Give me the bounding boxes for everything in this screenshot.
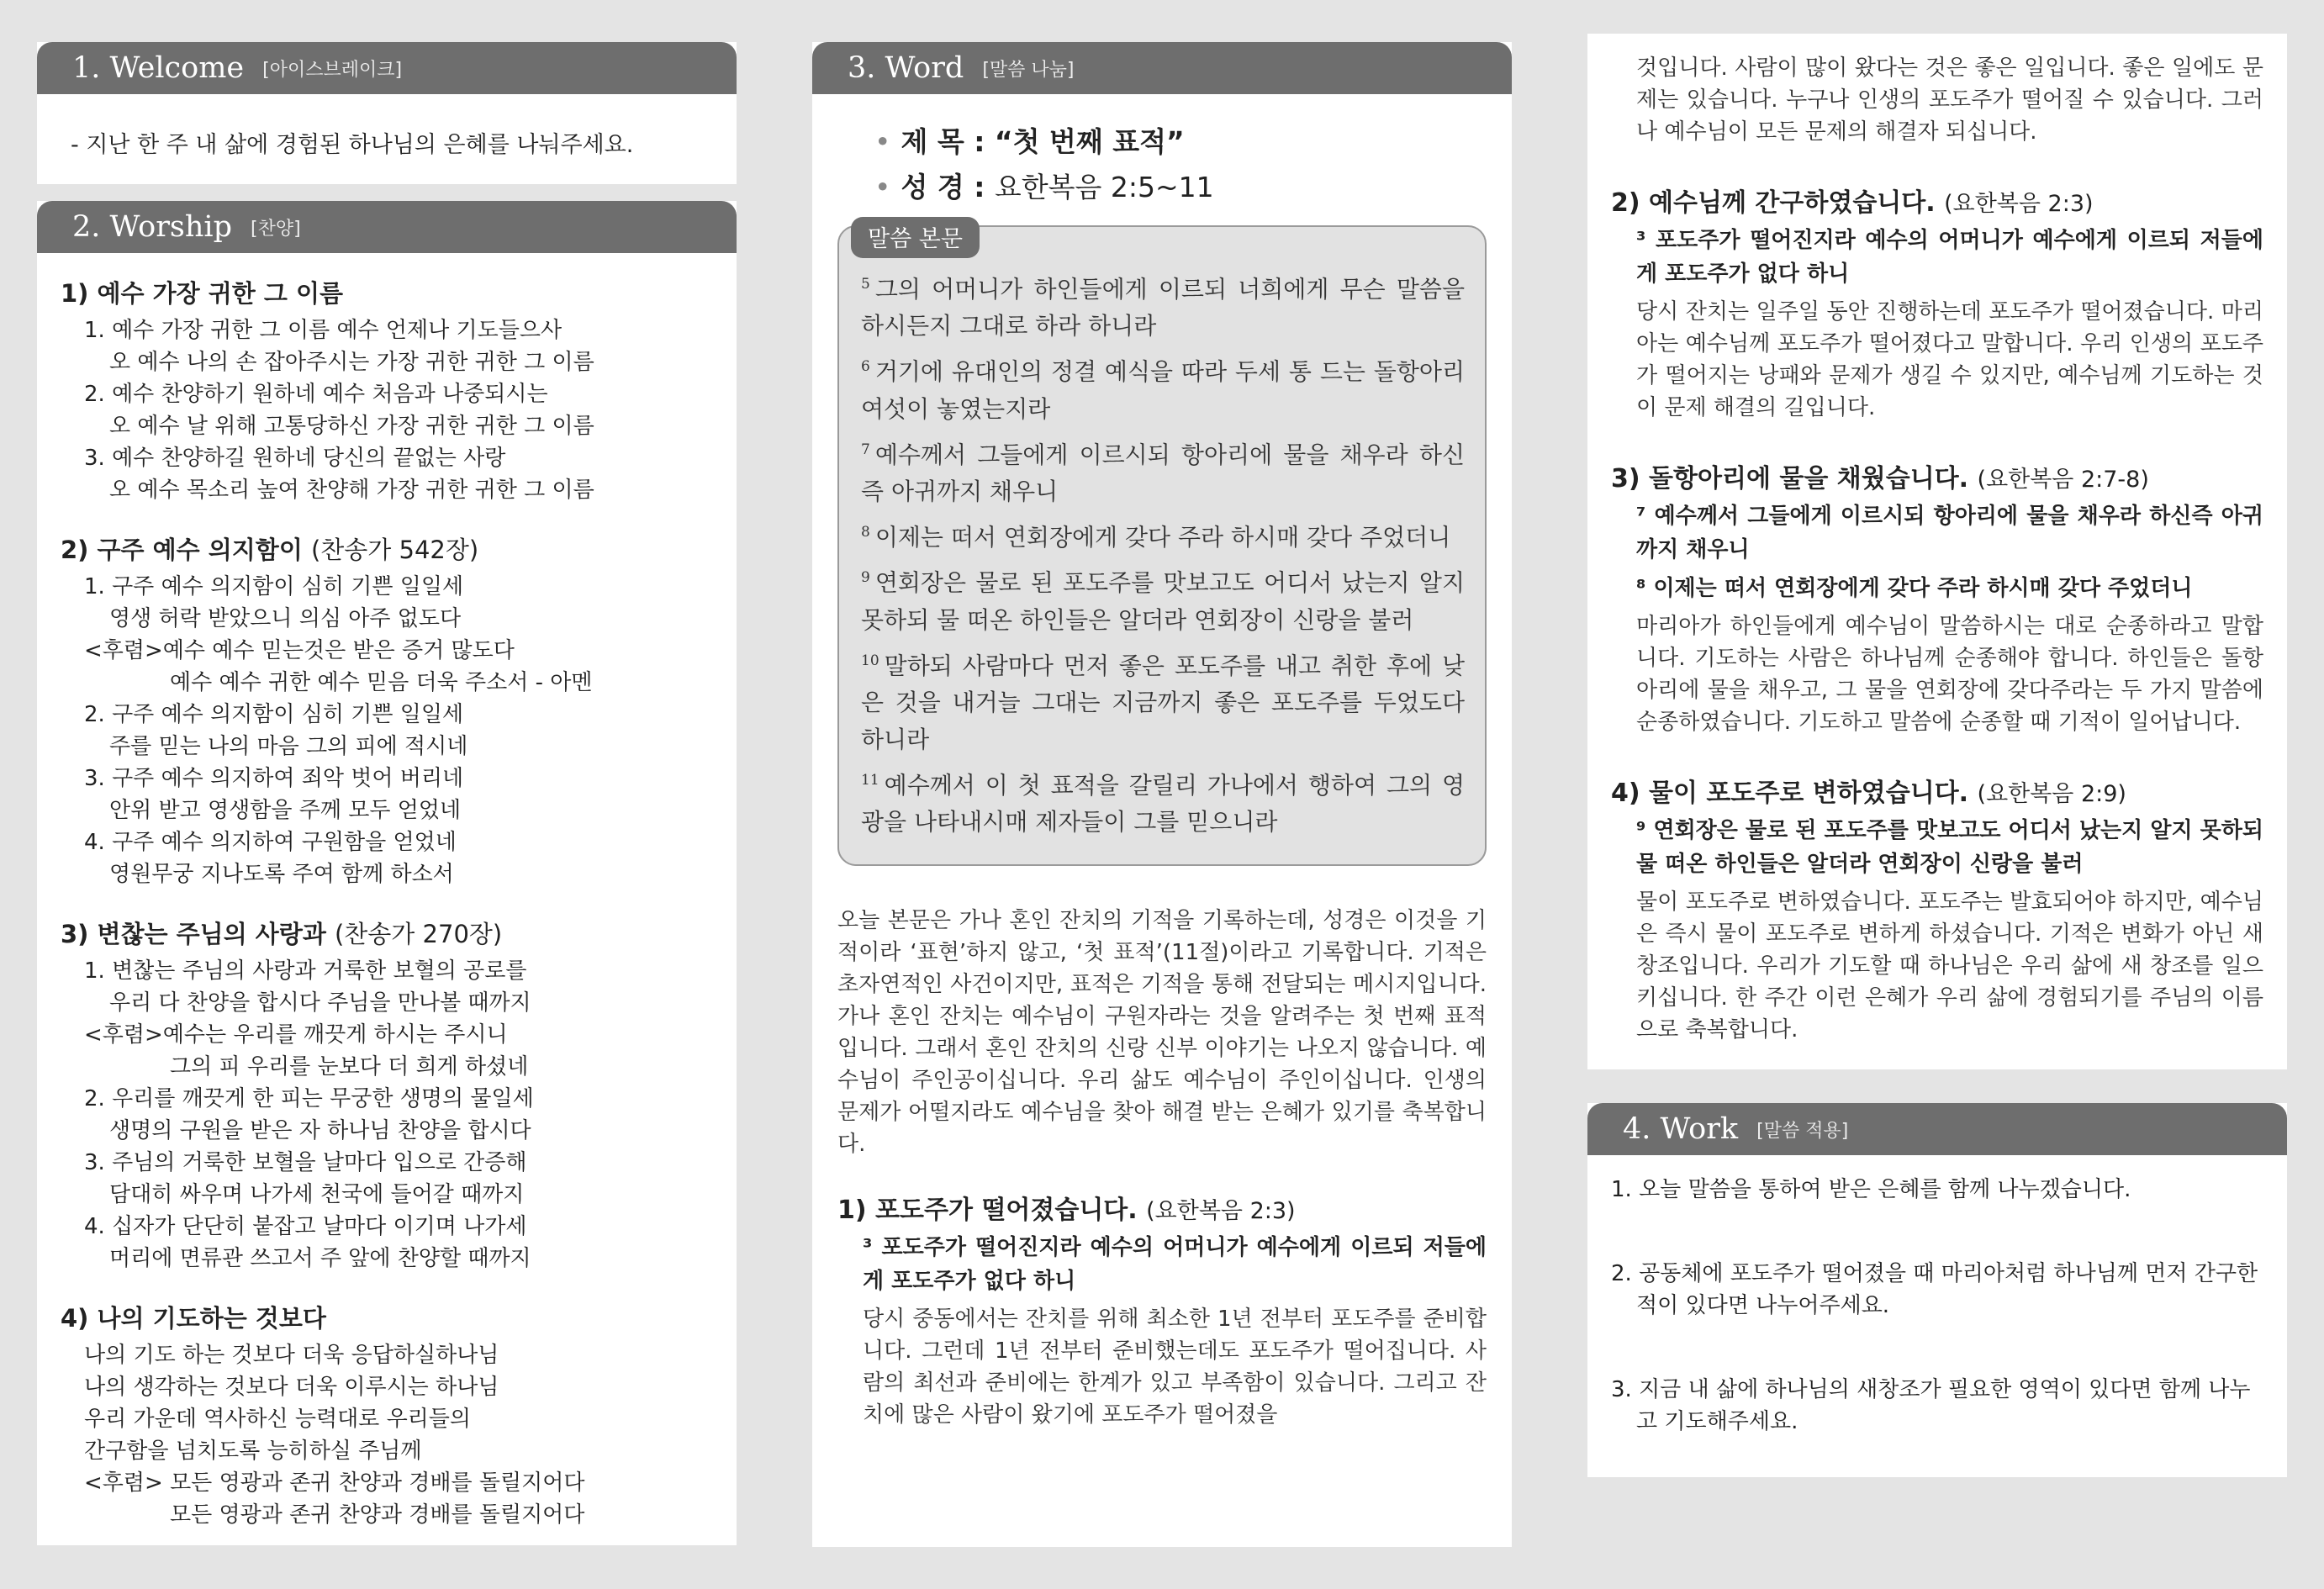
- lyric-line: 우리 가운데 역사하신 능력대로 우리들의: [84, 1407, 472, 1432]
- lyric-line: 생명의 구원을 받은 자 하나님 찬양을 합시다: [109, 1118, 531, 1143]
- lyric-line: 3. 예수 찬양하길 원하네 당신의 끝없는 사랑: [84, 446, 506, 471]
- song-block: [61, 531, 713, 890]
- point-quote: ⁷ 예수께서 그들에게 이르시되 항아리에 물을 채우라 하신즉 아귀까지 채우니: [1636, 504, 2263, 562]
- point-title: [1611, 182, 2263, 219]
- bullet-icon: •: [874, 125, 891, 158]
- point-ref: (요한복음 2:3): [1944, 191, 2094, 217]
- verse-number: 10: [861, 652, 879, 669]
- lyric-line: 3. 주님의 거룩한 보혈을 날마다 입으로 간증해: [84, 1150, 527, 1175]
- point-text: 당시 중동에서는 잔치를 위해 최소한 1년 전부터 포도주를 준비합니다. 그런데 1년 전부터 준비했는데도 포도주가 떨어집니다. 사람의 최선과 준비에는 한계가 있고 부족함이 있습니다. 그리고 잔치에 많은 사람이 왔기에 포도주가 떨어졌을: [863, 1307, 1487, 1428]
- lyric-line: 1. 예수 가장 귀한 그 이름 예수 언제나 기도들으사: [84, 318, 563, 343]
- lyric-line: <후렴>예수 예수 믿는것은 받은 증거 많도다: [84, 638, 515, 663]
- work-item: 1. 오늘 말씀을 통하여 받은 은혜를 함께 나누겠습니다.: [1611, 1177, 2131, 1202]
- work-list: [1587, 1155, 2287, 1513]
- verse-text: 이제는 떠서 연회장에게 갖다 주라 하시매 갖다 주었더니: [874, 523, 1451, 552]
- bullet-icon: •: [874, 171, 891, 203]
- column-middle: [812, 42, 1512, 1547]
- song-name: 3) 변찮는 주님의 사랑과: [61, 920, 326, 948]
- verse-text: 예수께서 이 첫 표적을 갈릴리 가나에서 행하여 그의 영광을 나타내시매 제자들이 그를 믿으니라: [861, 771, 1465, 837]
- lyric-line: 나의 생각하는 것보다 더욱 이루시는 하나님: [84, 1375, 499, 1400]
- work-header: [1587, 1103, 2287, 1155]
- verse-text: 말하되 사람마다 먼저 좋은 포도주를 내고 취한 후에 낮은 것을 내거늘 그대는 지금까지 좋은 포도주를 두었도다 하니라: [861, 651, 1465, 753]
- song-title: [61, 531, 713, 566]
- worship-card: [37, 201, 737, 1545]
- lyric-line: 예수 예수 귀한 예수 믿음 더욱 주소서 - 아멘: [170, 670, 593, 695]
- scripture-verse: [861, 266, 1465, 345]
- scripture-verse: [861, 642, 1465, 758]
- point-ref: (요한복음 2:9): [1977, 781, 2126, 807]
- scripture-section: [837, 225, 1487, 866]
- point-quote: ³ 포도주가 떨어진지라 예수의 어머니가 예수에게 이르되 저들에게 포도주가 없다 하니: [863, 1235, 1487, 1295]
- work-item: 3. 지금 내 삶에 하나님의 새창조가 필요한 영역이 있다면 함께 나누고 기도해주세요.: [1611, 1377, 2251, 1434]
- song-block: [61, 1300, 713, 1531]
- scripture-tab: 말씀 본문: [851, 217, 980, 258]
- song-name: 1) 예수 가장 귀한 그 이름: [61, 279, 344, 308]
- point-title: 1) 포도주가 떨어졌습니다. (요한복음 2:3): [837, 1196, 1296, 1226]
- song-block: [61, 916, 713, 1275]
- welcome-title: 1. Welcome: [72, 51, 245, 85]
- lyric-line: <후렴>예수는 우리를 깨끗게 하시는 주시니: [84, 1022, 508, 1048]
- lyric-line: 영생 허락 받았으니 의심 아주 없도다: [109, 606, 462, 631]
- lyric-line: 4. 구주 예수 의지하여 구원함을 얻었네: [84, 830, 457, 855]
- lyric-line: 4. 십자가 단단히 붙잡고 날마다 이기며 나가세: [84, 1214, 527, 1239]
- lyric-line: 오 예수 나의 손 잡아주시는 가장 귀한 귀한 그 이름: [109, 350, 594, 375]
- lyric-line: 2. 예수 찬양하기 원하네 예수 처음과 나중되시는: [84, 382, 548, 407]
- point-quote: ³ 포도주가 떨어진지라 예수의 어머니가 예수에게 이르되 저들에게 포도주가 없다 하니: [1636, 228, 2263, 287]
- scripture-box: [837, 225, 1487, 866]
- lyric-line: 간구함을 넘치도록 능히하실 주님께: [84, 1439, 422, 1464]
- lyric-line: 우리 다 찬양을 합시다 주님을 만나볼 때까지: [109, 990, 531, 1016]
- verse-number: 8: [861, 523, 870, 541]
- verse-text: 연회장은 물로 된 포도주를 맛보고도 어디서 났는지 알지 못하되 물 떠온 하인들은 알더라 연회장이 신랑을 불러: [861, 568, 1465, 634]
- lyric-line: 담대히 싸우며 나가세 천국에 들어갈 때까지: [109, 1182, 525, 1207]
- song-title: [61, 1300, 713, 1334]
- welcome-header: [37, 42, 737, 94]
- scripture-verse: [861, 348, 1465, 427]
- lyric-line: 오 예수 목소리 높여 찬양해 가장 귀한 귀한 그 이름: [109, 478, 594, 503]
- sermon-subject: • 제 목 : “첫 번째 표적”: [874, 125, 1185, 158]
- verse-number: 6: [861, 358, 870, 376]
- lyric-line: 나의 기도 하는 것보다 더욱 응답하실하나님: [84, 1343, 499, 1368]
- lyric-line: 2. 우리를 깨끗게 한 피는 무궁한 생명의 물일세: [84, 1086, 534, 1111]
- worship-title: 2. Worship: [72, 210, 233, 244]
- work-tag: [말씀 적용]: [1756, 1120, 1849, 1142]
- verse-text: 예수께서 그들에게 이르시되 항아리에 물을 채우라 하신즉 아귀까지 채우니: [861, 440, 1465, 505]
- lyric-line: 그의 피 우리를 눈보다 더 희게 하셨네: [170, 1054, 529, 1080]
- sermon-intro: 오늘 본문은 가나 혼인 잔치의 기적을 기록하는데, 성경은 이것을 기적이라 ‘표현’하지 않고, ‘첫 표적’(11절)이라고 기록합니다. 기적은 초자연적인 사건이지만, 표적은 기적을 통해 전달되는 메시지입니다. 가나 혼인 잔치는 예수님이 구원자라는 것을 알려주는 첫 번째 표적입니다. 그래서 혼인 잔치의 신랑 신부 이야기는 나오지 않습니다. 예수님이 주인공이십니다. 우리 삶도 예수님이 주인이십니다. 인생의 문제가 어떨지라도 예수님을 찾아 해결 받는 은혜가 있기를 축복합니다.: [837, 908, 1487, 1158]
- scripture-verse: [861, 762, 1465, 841]
- word-title: 3. Word: [848, 51, 964, 85]
- worship-header: [37, 201, 737, 253]
- point-title-text: 4) 물이 포도주로 변하였습니다.: [1611, 779, 1969, 808]
- lyric-line: 모든 영광과 존귀 찬양과 경배를 돌릴지어다: [170, 1502, 585, 1528]
- verse-number: 9: [861, 569, 870, 587]
- scripture-verse: [861, 514, 1465, 556]
- song-title: [61, 275, 713, 309]
- song-block: [61, 275, 713, 506]
- point-text: 당시 잔치는 일주일 동안 진행하는데 포도주가 떨어졌습니다. 마리아는 예수님께 포도주가 떨어졌다고 말합니다. 우리 인생의 포도주가 떨어지는 낭패와 문제가 생길 수 있지만, 예수님께 기도하는 것이 문제 해결의 길입니다.: [1636, 299, 2263, 420]
- work-item: 2. 공동체에 포도주가 떨어졌을 때 마리아처럼 하나님께 먼저 간구한 적이 있다면 나누어주세요.: [1611, 1261, 2258, 1318]
- word-header: [812, 42, 1512, 94]
- point-quote: ⁹ 연회장은 물로 된 포도주를 맛보고도 어디서 났는지 알지 못하되 물 떠온 하인들은 알더라 연회장이 신랑을 불러: [1636, 818, 2263, 877]
- song-name: 2) 구주 예수 의지함이: [61, 536, 303, 564]
- lyric-line: 머리에 면류관 쓰고서 주 앞에 찬양할 때까지: [109, 1246, 531, 1271]
- lyric-line: 안위 받고 영생함을 주께 모두 얻었네: [109, 798, 462, 823]
- point-quote: ⁸ 이제는 떠서 연회장에게 갖다 주라 하시매 갖다 주었더니: [1636, 576, 2193, 601]
- lyric-line: <후렴> 모든 영광과 존귀 찬양과 경배를 돌릴지어다: [84, 1470, 585, 1496]
- sermon-body: [812, 866, 1512, 1431]
- sermon-points: [1611, 182, 2263, 1046]
- verse-text: 그의 어머니가 하인들에게 이르되 너희에게 무슨 말씀을 하시든지 그대로 하라 하니라: [861, 275, 1465, 340]
- song-hymn-ref: (찬송가 542장): [310, 536, 479, 564]
- point-continued-text: 것입니다. 사람이 많이 왔다는 것은 좋은 일입니다. 좋은 일에도 문제는 있습니다. 누구나 인생의 포도주가 떨어질 수 있습니다. 그러나 예수님이 모든 문제의 해결자 되십니다.: [1636, 55, 2263, 145]
- lyric-line: 주를 믿는 나의 마음 그의 피에 적시네: [109, 734, 468, 759]
- column-right: [1587, 34, 2287, 1494]
- song-hymn-ref: (찬송가 270장): [334, 920, 503, 948]
- work-card: [1587, 1103, 2287, 1477]
- sermon-passage: • 성 경 : 요한복음 2:5~11: [874, 171, 1214, 203]
- verse-text: 거기에 유대인의 정결 예식을 따라 두세 통 드는 돌항아리 여섯이 놓였는지라: [861, 357, 1465, 423]
- scripture-verse: [861, 559, 1465, 638]
- point-text: 물이 포도주로 변하였습니다. 포도주는 발효되어야 하지만, 예수님은 즉시 물이 포도주로 변하게 하셨습니다. 기적은 변화가 아닌 새 창조입니다. 우리가 기도할 때 하나님은 우리 삶에 새 창조를 일으키십니다. 한 주간 이런 은혜가 우리 삶에 경험되기를 주님의 이름으로 축복합니다.: [1636, 890, 2263, 1043]
- lyric-line: 영원무궁 지나도록 주여 함께 하소서: [109, 862, 454, 887]
- lyric-line: 1. 구주 예수 의지함이 심히 기쁜 일일세: [84, 574, 464, 599]
- point-ref: (요한복음 2:7-8): [1977, 467, 2149, 493]
- point-title: [1611, 772, 2263, 809]
- column-left: [37, 42, 737, 1562]
- work-title: 4. Work: [1623, 1112, 1739, 1146]
- verse-number: 11: [861, 771, 879, 789]
- word-tag: [말씀 나눔]: [982, 59, 1075, 81]
- lyric-line: 1. 변찮는 주님의 사랑과 거룩한 보혈의 공로를: [84, 958, 527, 984]
- point-title-text: 2) 예수님께 간구하였습니다.: [1611, 188, 1936, 218]
- point-title: [1611, 457, 2263, 494]
- song-list: [37, 253, 737, 1580]
- word-continued-card: [1587, 34, 2287, 1069]
- point-text: 마리아가 하인들에게 예수님이 말씀하시는 대로 순종하라고 말합니다. 기도하는 사람은 하나님께 순종해야 합니다. 하인들은 돌항아리에 물을 채우고, 그 물을 연회장에 갖다주라는 두 가지 말씀에 순종하였습니다. 기도하고 말씀에 순종할 때 기적이 일어납니다.: [1636, 614, 2263, 735]
- welcome-tag: [아이스브레이크]: [262, 59, 403, 81]
- point-title-text: 3) 돌항아리에 물을 채웠습니다.: [1611, 464, 1969, 494]
- welcome-card: [37, 42, 737, 184]
- lyric-line: 3. 구주 예수 의지하여 죄악 벗어 버리네: [84, 766, 464, 791]
- song-title: [61, 916, 713, 950]
- welcome-text: - 지난 한 주 내 삶에 경험된 하나님의 은혜를 나눠주세요.: [71, 132, 634, 158]
- sermon-meta: [874, 119, 1512, 210]
- verse-number: 5: [861, 276, 870, 293]
- lyric-line: 오 예수 날 위해 고통당하신 가장 귀한 귀한 그 이름: [109, 414, 594, 439]
- lyric-line: 2. 구주 예수 의지함이 심히 기쁜 일일세: [84, 702, 464, 727]
- song-name: 4) 나의 기도하는 것보다: [61, 1304, 326, 1333]
- scripture-verse: [861, 431, 1465, 510]
- worship-tag: [찬양]: [251, 218, 301, 240]
- verse-number: 7: [861, 441, 870, 458]
